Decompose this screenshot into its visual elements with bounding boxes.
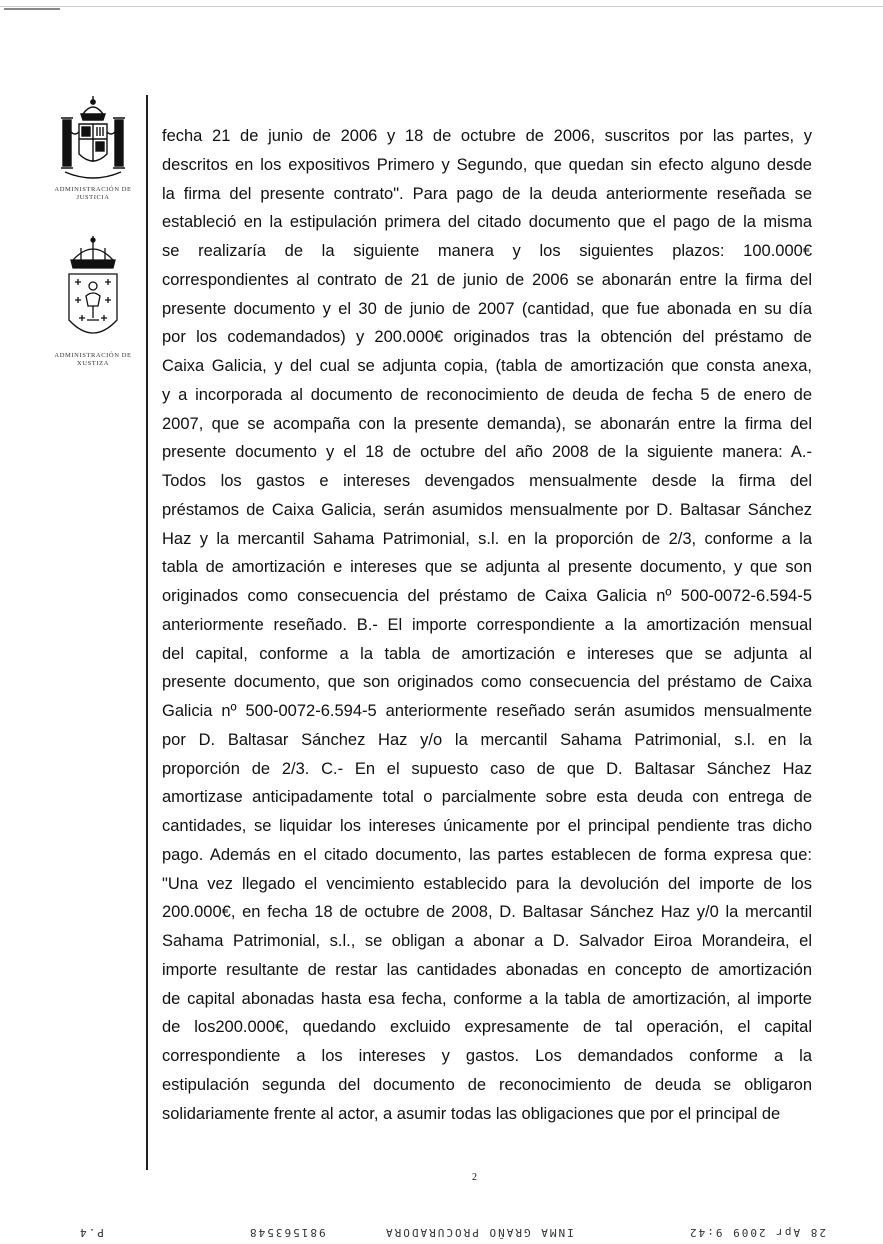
fax-number: 981563548 <box>248 1226 326 1239</box>
text-line: se realizaría de la siguiente manera y los siguientes plazos: 100.000€ <box>162 242 812 260</box>
text-line: Sahama Patrimonial, s.l., se obligan a abonar a D. Salvador Eiroa Morandeira, el <box>162 932 812 950</box>
text-line: amortizase anticipadamente total o parcialmente sobre esta deuda con entrega de <box>162 788 812 807</box>
text-line: proporción de 2/3. C.- En el supuesto caso de que D. Baltasar Sánchez Haz <box>162 759 812 778</box>
margin-line <box>146 95 148 1170</box>
text-line: de los200.000€, quedando excluido expresamente de tal operación, el capital <box>162 1018 812 1037</box>
text-line: estableció en la estipulación primera del citado documento que el pago de la misma <box>162 213 812 232</box>
text-line: Galicia nº 500-0072-6.594-5 anteriormente reseñado serán asumidos mensualmente <box>162 702 812 720</box>
text-line: Caixa Galicia, y del cual se adjunta copia, (tabla de amortización que consta anexa, <box>162 357 812 375</box>
text-line: 2007, que se acompaña con la presente demanda), se abonarán entre la firma del <box>162 414 812 433</box>
fax-sender: INMA GRAÑO PROCURADORA <box>384 1226 574 1239</box>
text-line: presente documento, que son originados como consecuencia del préstamo de Caixa <box>162 673 812 692</box>
text-line: correspondientes al contrato de 21 de junio de 2006 se abonarán entre la firma del <box>162 270 812 289</box>
text-line: Haz y la mercantil Sahama Patrimonial, s.l. en la proporción de 2/3, conforme a la <box>162 529 812 548</box>
text-line: originados como consecuencia del préstamo de Caixa Galicia nº 500-0072-6.594-5 <box>162 587 812 605</box>
spanish-coat-of-arms-icon <box>53 92 133 184</box>
text-line: correspondiente a los intereses y gastos. Los demandados conforme a la <box>162 1047 812 1065</box>
text-line: cantidades, se liquidar los intereses únicamente por el principal pendiente tras dicho <box>162 817 812 835</box>
emblem-caption: ADMINISTRACIÓN DE XUSTIZA <box>54 352 132 367</box>
text-line: importe resultante de restar las cantidades abonadas en concepto de amortización <box>162 960 812 979</box>
text-line: por D. Baltasar Sánchez Haz y/o la mercantil Sahama Patrimonial, s.l. en la <box>162 730 812 749</box>
fax-page: P.4 <box>78 1226 104 1239</box>
text-line: presente documento y el 18 de octubre del año 2008 de la siguiente manera: A.- <box>162 443 812 462</box>
text-line: solidariamente frente al actor, a asumir todas las obligaciones que por el principal de <box>162 1104 781 1123</box>
xustiza-emblem <box>48 234 138 368</box>
text-line: pago. Además en el citado documento, las partes establecen de forma expresa que: <box>162 845 812 864</box>
emblem-caption: ADMINISTRACIÓN DE JUSTICIA <box>54 186 132 201</box>
text-line: tabla de amortización e intereses que se adjunta al presente documento, y que son <box>162 558 812 577</box>
text-line: préstamos de Caixa Galicia, serán asumidos mensualmente por D. Baltasar Sánchez <box>162 500 812 519</box>
page-number: 2 <box>472 1172 477 1183</box>
text-line: fecha 21 de junio de 2006 y 18 de octubre de 2006, suscritos por las partes, y <box>162 127 812 145</box>
justice-emblem <box>48 92 138 202</box>
text-line: 200.000€, en fecha 18 de octubre de 2008, D. Baltasar Sánchez Haz y/0 la mercantil <box>162 903 812 922</box>
text-line: del capital, conforme a la tabla de amortización e intereses que se adjunta al <box>162 644 812 663</box>
text-line: presente documento y el 30 de junio de 2007 (cantidad, que fue abonada en su día <box>162 299 812 318</box>
text-line: estipulación segunda del documento de reconocimiento de deuda se obligaron <box>162 1075 812 1094</box>
document-body <box>162 122 812 1128</box>
text-line: Todos los gastos e intereses devengados mensualmente desde la firma del <box>162 472 812 490</box>
text-line: descritos en los expositivos Primero y Segundo, que quedan sin efecto alguno desde <box>162 155 812 174</box>
text-line: y a incorporada al documento de reconocimiento de deuda de fecha 5 de enero de <box>162 385 812 404</box>
galician-coat-of-arms-icon <box>53 234 133 350</box>
scan-mark <box>4 8 60 10</box>
fax-date: 28 Apr 2009 9:42 <box>688 1226 826 1239</box>
text-line: de capital abonadas hasta esa fecha, conforme a la tabla de amortización, al importe <box>162 989 812 1008</box>
text-line: "Una vez llegado el vencimiento establecido para la devolución del importe de los <box>162 874 812 893</box>
scan-top-edge <box>0 6 883 7</box>
text-line: por los codemandados) y 200.000€ originados tras la obtención del préstamo de <box>162 328 812 347</box>
text-line: anteriormente reseñado. B.- El importe correspondiente a la amortización mensual <box>162 615 812 634</box>
text-line: la firma del presente contrato". Para pago de la deuda anteriormente reseñada se <box>162 184 812 203</box>
fax-header-line <box>0 1226 883 1240</box>
